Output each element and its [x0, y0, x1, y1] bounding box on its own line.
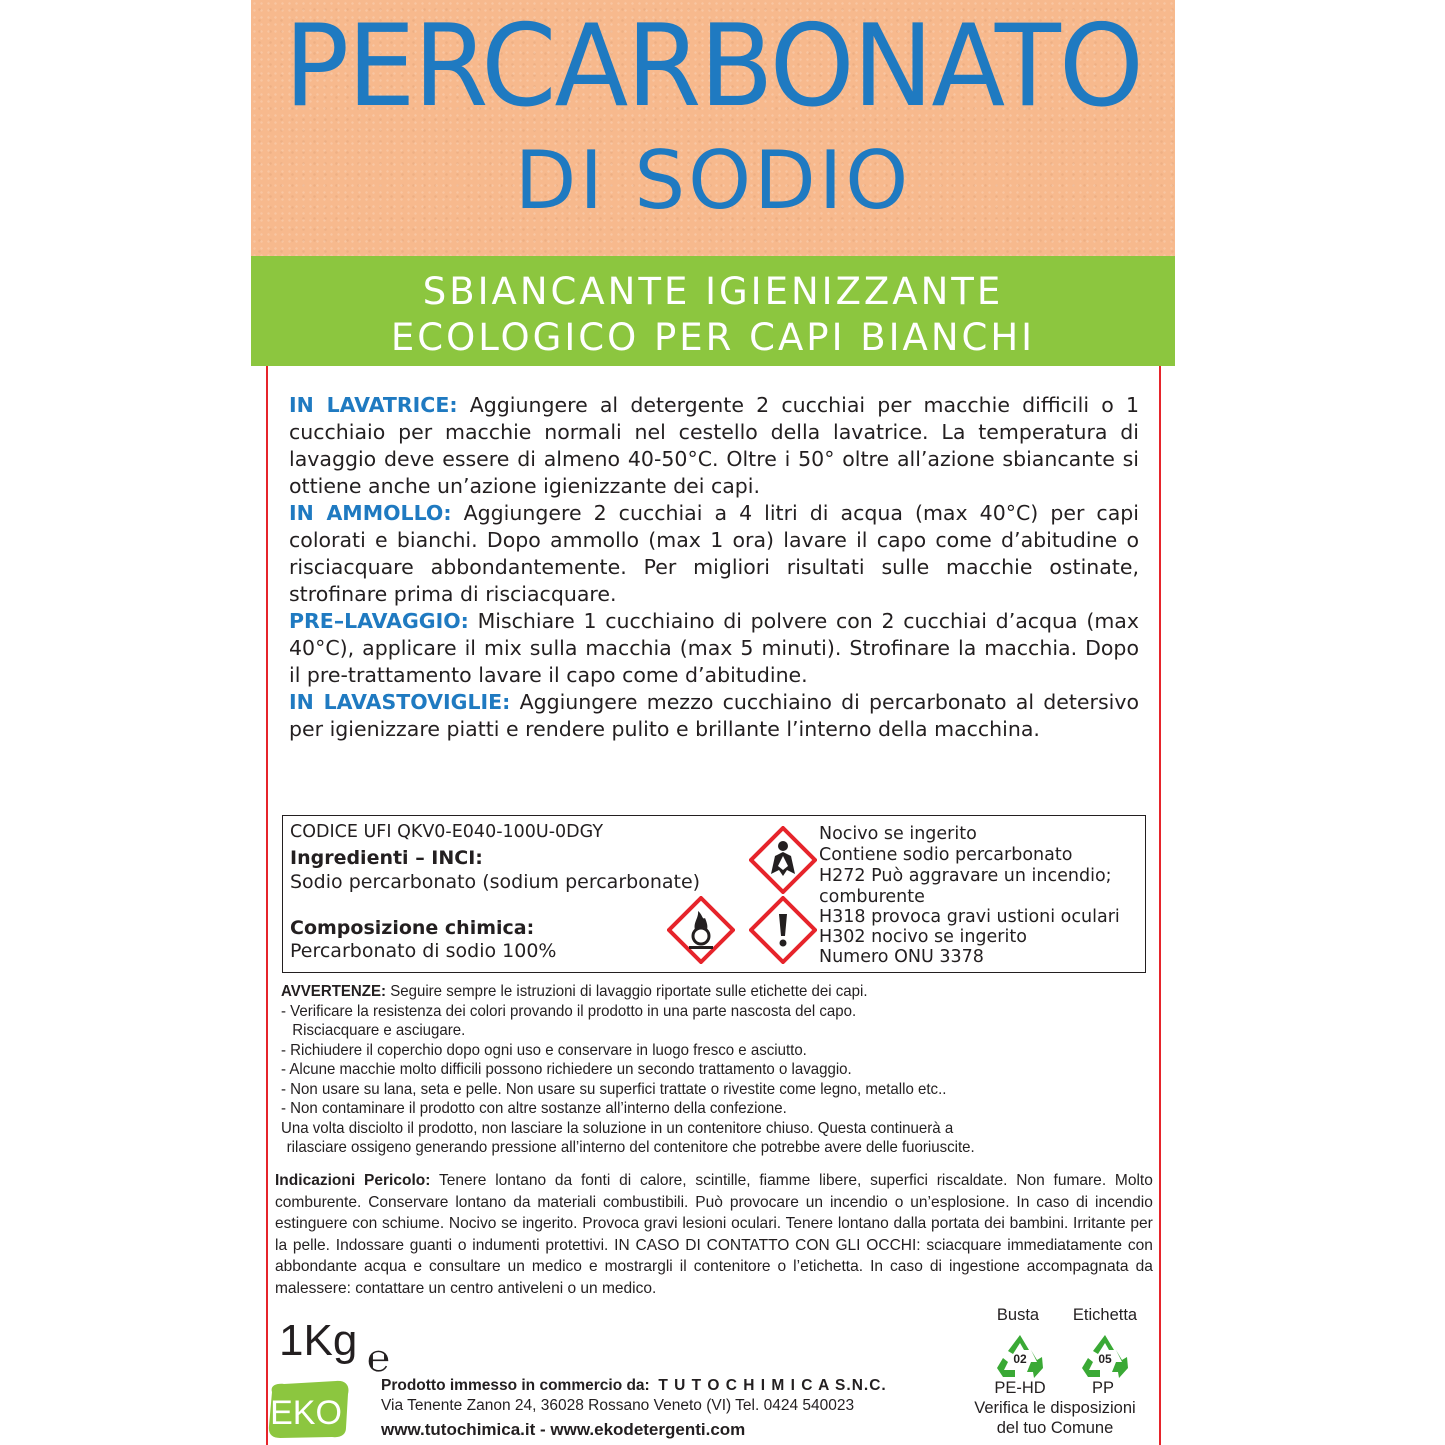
producer-address: Via Tenente Zanon 24, 36028 Rossano Veneto (VI) Tel. 0424 540023 — [381, 1397, 855, 1414]
product-title-line1: PERCARBONATO — [284, 0, 1142, 133]
warning-line: Una volta disciolto il prodotto, non lasciare la soluzione in un contenitore chiuso. Questa continuerà a — [281, 1119, 954, 1137]
usage-instructions — [289, 392, 1139, 743]
ingredients-label: Ingredienti – INCI: — [290, 847, 483, 869]
hazard-text: H272 Può aggravare un incendio; — [819, 866, 1112, 886]
recycle-code: 05 — [1098, 1352, 1112, 1366]
usage-heading: IN AMMOLLO: — [289, 501, 452, 525]
ingredients-text: Sodio percarbonato (sodium percarbonate) — [290, 871, 701, 893]
danger-indications — [275, 1170, 1153, 1299]
warning-line: Risciacquare e asciugare. — [292, 1022, 466, 1039]
subtitle-line2: ECOLOGICO PER CAPI BIANCHI — [390, 316, 1036, 359]
eko-logo-text: EKO — [270, 1394, 342, 1432]
warning-line: - Non contaminare il prodotto con altre sostanze all’interno della confezione. — [281, 1100, 787, 1117]
label-border-right — [1159, 366, 1161, 1445]
exclamation-icon — [749, 896, 817, 964]
hazard-text: H302 nocivo se ingerito — [819, 927, 1027, 947]
recycle-note: Verifica le disposizioni — [974, 1399, 1136, 1417]
usage-item — [289, 689, 1139, 743]
danger-heading: Indicazioni Pericolo: — [275, 1172, 431, 1189]
warning-line: - Richiudere il coperchio dopo ogni uso e conservare in luogo fresco e asciutto. — [281, 1041, 807, 1059]
composition-text: Percarbonato di sodio 100% — [290, 940, 557, 962]
hazard-text: comburente — [819, 887, 925, 907]
composition-label: Composizione chimica: — [290, 917, 535, 939]
recycle-code: 02 — [1013, 1352, 1027, 1366]
warning-line: - Verificare la resistenza dei colori provando il prodotto in una parte nascosta del capo. — [281, 1002, 857, 1020]
usage-heading: IN LAVATRICE: — [289, 393, 458, 417]
subtitle-line1: SBIANCANTE IGIENIZZANTE — [422, 270, 1004, 313]
usage-text: Mischiare 1 cucchiaino di polvere con 2 cucchiai d’acqua (max 40°C), applicare il mix sulla macchia (max 5 minuti). Strofinare la macchia. Dopo il pre-trattamento lavare il capo come d’abitudine. — [289, 609, 1139, 687]
warnings-intro: AVVERTENZE: Seguire sempre le istruzioni di lavaggio riportate sulle etichette dei capi. — [281, 983, 868, 1000]
warning-line: - Non usare su lana, seta e pelle. Non usare su superfici trattate o rivestite come legno, metallo etc.. — [281, 1080, 947, 1098]
recycle-label-etichetta: Etichetta — [1072, 1306, 1138, 1324]
hazard-text: Nocivo se ingerito — [819, 824, 977, 844]
recycle-material: PP — [1091, 1379, 1114, 1397]
danger-text: Tenere lontano da fonti di calore, scintille, fiamme libere, superfici riscaldate. Non fumare. Molto comburente. Conservare lontano da materiali combustibili. Può provocare un incendio o un’esplosione. In caso di incendio estinguere con schiume. Nocivo se ingerito. Provoca gravi lesioni oculari. Tenere lontano dalla portata dei bambini. Irritante per la pelle. Indossare guanti o indumenti protettivi. IN CASO DI CONTATTO CON GLI OCCHI: sciacquare immediatamente con abbondante acqua e consultare un medico e mostrargli il contenitore o l’etichetta. In caso di ingestione accompagnata da malessere: contattare un centro antiveleni o un medico. — [275, 1172, 1153, 1297]
recycle-icon — [1078, 1332, 1132, 1380]
label-header — [251, 0, 1175, 256]
recycle-label-busta: Busta — [996, 1306, 1040, 1324]
producer-name: T U T O C H I M I C A S.N.C. — [658, 1377, 887, 1394]
usage-text: Aggiungere 2 cucchiai a 4 litri di acqua (max 40°C) per capi colorati e bianchi. Dopo ammollo (max 1 ora) lavare il capo come d’abitudine o risciacquare abbondantemente. Per migliori risultati sulle macchie ostinate, strofinare prima di risciacquare. — [289, 501, 1139, 606]
usage-item — [289, 500, 1139, 608]
producer-websites: www.tutochimica.it - www.ekodetergenti.com — [381, 1420, 746, 1439]
recycle-material: PE-HD — [994, 1379, 1046, 1397]
estimated-sign: ℮ — [367, 1336, 390, 1380]
usage-item — [289, 392, 1139, 500]
usage-heading: PRE–LAVAGGIO: — [289, 609, 469, 633]
oxidizer-flame-icon — [667, 896, 735, 964]
label-border-left — [266, 366, 268, 1445]
eko-logo — [266, 1378, 352, 1440]
usage-heading: IN LAVASTOVIGLIE: — [289, 690, 511, 714]
subtitle-band — [251, 256, 1175, 366]
warnings-section — [281, 982, 1099, 1158]
hazard-text: Contiene sodio percarbonato — [819, 845, 1073, 865]
producer-info — [381, 1376, 887, 1440]
health-hazard-icon — [749, 826, 817, 894]
usage-text: Aggiungere mezzo cucchiaino di percarbonato al detersivo per igienizzare piatti e rendere pulito e brillante l’interno della macchina. — [289, 690, 1139, 741]
warning-line: - Alcune macchie molto difficili possono richiedere un secondo trattamento o lavaggio. — [281, 1061, 852, 1078]
recycle-note: del tuo Comune — [996, 1419, 1114, 1437]
producer-label: Prodotto immesso in commercio da: — [381, 1377, 650, 1394]
product-title-line2: DI SODIO — [514, 134, 912, 227]
usage-item — [289, 608, 1139, 689]
ufi-code: CODICE UFI QKV0-E040-100U-0DGY — [290, 822, 604, 842]
net-weight: 1Kg — [279, 1316, 358, 1365]
hazard-text: H318 provoca gravi ustioni oculari — [819, 907, 1120, 927]
recycle-icon — [993, 1332, 1047, 1380]
usage-text: Aggiungere al detergente 2 cucchiai per macchie difficili o 1 cucchiaio per macchie normali nel cestello della lavatrice. La temperatura di lavaggio deve essere di almeno 40-50°C. Oltre i 50° oltre all’azione sbiancante si ottiene anche un’azione igienizzante dei capi. — [289, 393, 1139, 498]
warning-line: rilasciare ossigeno generando pressione all’interno del contenitore che potrebbe avere delle fuoriuscite. — [286, 1139, 975, 1156]
info-box — [282, 815, 1146, 973]
warnings-heading: AVVERTENZE: — [281, 983, 387, 1000]
hazard-text: Numero ONU 3378 — [819, 947, 984, 967]
